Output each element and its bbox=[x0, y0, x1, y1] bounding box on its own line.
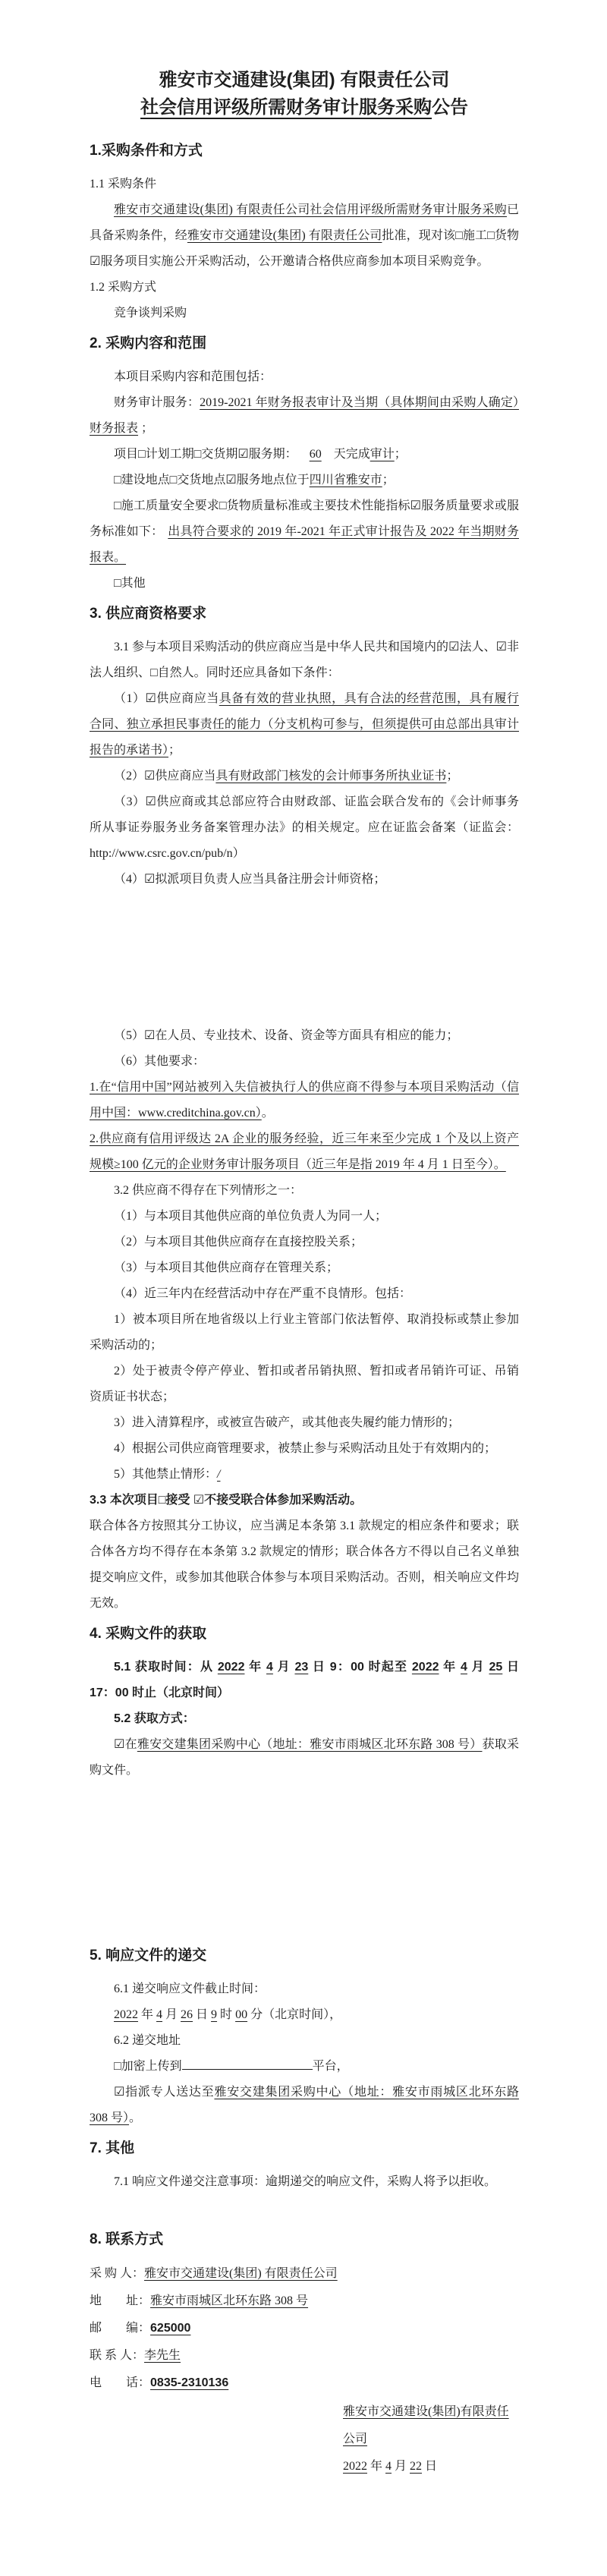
section-8-heading: 8. 联系方式 bbox=[90, 2231, 164, 2247]
clause-5-1-obtain-time: 5.1 获取时间：从 2022 年 4 月 23 日 9：00 时起至 2022 年 4 月 25 日 17：00 时止（北京时间） bbox=[90, 1661, 519, 1699]
service-location-value: 四川省雅安市 bbox=[309, 474, 382, 487]
doc-title-line-1: 雅安市交通建设(集团) 有限责任公司 bbox=[159, 70, 450, 90]
contact-person-value: 李先生 bbox=[144, 2349, 181, 2362]
phone-value: 0835-2310136 bbox=[150, 2376, 229, 2389]
contact-block bbox=[90, 2260, 519, 2397]
postcode-value: 625000 bbox=[150, 2322, 191, 2335]
bad-record-item-5: 5）其他禁止情形：/ bbox=[114, 1468, 221, 1481]
approver-name: 雅安市交通建设(集团) 有限责任公司 bbox=[187, 229, 382, 242]
blank-gap-1 bbox=[90, 893, 519, 1023]
project-name-ref: 雅安市交通建设(集团) 有限责任公司社会信用评级所需财务审计服务采购 bbox=[114, 203, 507, 216]
page-break-gap bbox=[90, 1784, 519, 1938]
section-5-heading: 5. 响应文件的递交 bbox=[90, 1948, 207, 1963]
clause-6-1-deadline-label: 6.1 递交响应文件截止时间： bbox=[114, 1982, 266, 1995]
doc-title-line-2 bbox=[90, 94, 519, 121]
purchaser-label: 采 购 人： bbox=[90, 2267, 145, 2280]
other-requirement-1: 1.在“信用中国”网站被列入失信被执行人的供应商不得参与本项目采购活动（信用中国：www.creditchina.gov.cn）。 bbox=[90, 1081, 519, 1120]
contact-person-label: 联 系 人： bbox=[90, 2349, 145, 2362]
clause-3-2: 3.2 供应商不得存在下列情形之一： bbox=[114, 1184, 303, 1197]
section-7-heading: 7. 其他 bbox=[90, 2140, 135, 2156]
project-name-underlined: 社会信用评级所需财务审计服务采购 bbox=[140, 97, 432, 118]
service-location-line: □建设地点□交货地点☑服务地点位于四川省雅安市； bbox=[114, 474, 395, 487]
platform-blank-underline bbox=[182, 2057, 313, 2070]
obtain-location-line: ☑在雅安交建集团采购中心（地址：雅安市雨城区北环东路 308 号）获取采购文件。 bbox=[90, 1738, 519, 1777]
contact-row-postcode bbox=[90, 2315, 519, 2342]
address-value: 雅安市雨城区北环东路 308 号 bbox=[150, 2294, 309, 2307]
deliver-option-line: ☑指派专人送达至雅安交建集团采购中心（地址：雅安市雨城区北环东路 308 号）。 bbox=[90, 2086, 519, 2124]
bad-record-item-3: 3）进入清算程序，或被宣告破产，或其他丧失履约能力情形的； bbox=[114, 1416, 461, 1429]
service-period-days: 60 bbox=[309, 448, 322, 461]
qualification-item-2: （2）☑供应商应当具有财政部门核发的会计师事务所执业证书； bbox=[114, 770, 459, 783]
qualification-item-1: （1）☑供应商应当具备有效的营业执照，具有合法的经营范围，具有履行合同、独立承担民事责任的能力（分支机构可参与，但须提供可由总部出具审计报告的承诺书）； bbox=[90, 692, 519, 757]
prohibited-case-3: （3）与本项目其他供应商存在管理关系； bbox=[114, 1261, 339, 1274]
deadline-date-line: 2022 年 4 月 26 日 9 时 00 分（北京时间）， bbox=[114, 2008, 342, 2021]
signature-date: 2022 年 4 月 22 日 bbox=[343, 2460, 438, 2473]
phone-label: 电 话： bbox=[90, 2376, 151, 2389]
doc-title-suffix: 公告 bbox=[432, 97, 468, 118]
clause-1-2-label: 1.2 采购方式 bbox=[90, 281, 157, 294]
service-standard-value: 出具符合要求的 2019 年-2021 年正式审计报告及 2022 年当期财务报表。 bbox=[90, 525, 519, 564]
purchaser-value: 雅安市交通建设(集团) 有限责任公司 bbox=[144, 2267, 338, 2280]
other-requirement-2: 2.供应商有信用评级达 2A 企业的服务经验，近三年来至少完成 1 个及以上资产规模≥100 亿元的企业财务审计服务项目（近三年是指 2019 年 4 月 1 日至今）。 bbox=[90, 1132, 519, 1171]
document-title bbox=[90, 67, 519, 121]
audit-service-line: 财务审计服务：2019-2021 年财务报表审计及当期（具体期间由采购人确定）财务报表 ； bbox=[90, 396, 519, 435]
section-1-heading: 1.采购条件和方式 bbox=[90, 143, 203, 159]
postcode-label: 邮 编： bbox=[90, 2322, 151, 2335]
prohibited-case-1: （1）与本项目其他供应商的单位负责人为同一人； bbox=[114, 1210, 388, 1223]
qualification-item-3: （3）☑供应商或其总部应符合由财政部、证监会联合发布的《会计师事务所从事证券服务业务备案管理办法》的相关规定。应在证监会备案（证监会：http://www.csrc.gov.cn/pub/n） bbox=[90, 795, 519, 860]
scope-intro-line: 本项目采购内容和范围包括： bbox=[114, 370, 272, 383]
clause-3-1: 3.1 参与本项目采购活动的供应商应当是中华人民共和国境内的☑法人、☑非法人组织、□自然人。同时还应具备如下条件： bbox=[90, 641, 519, 679]
signature-company: 雅安市交通建设(集团)有限责任公司 bbox=[343, 2405, 509, 2445]
clause-6-2-address-label: 6.2 递交地址 bbox=[114, 2034, 181, 2047]
bad-record-item-2: 2）处于被责令停产停业、暂扣或者吊销执照、暂扣或者吊销许可证、吊销资质证书状态； bbox=[90, 1365, 519, 1403]
deliver-location-value: 雅安交建集团采购中心（地址：雅安市雨城区北环东路 308 号） bbox=[90, 2086, 519, 2124]
clause-3-3-consortium: 3.3 本次项目□接受 ☑不接受联合体参加采购活动。 bbox=[90, 1494, 363, 1507]
bad-record-item-4: 4）根据公司供应商管理要求，被禁止参与采购活动且处于有效期内的； bbox=[114, 1442, 497, 1455]
service-standard-line: □施工质量安全要求□货物质量标准或主要技术性能指标☑服务质量要求或服务标准如下： 出具符合要求的 2019 年-2021 年正式审计报告及 2022 年当期财务报表。 bbox=[90, 499, 519, 564]
qualification-item-5: （5）☑在人员、专业技术、设备、资金等方面具有相应的能力； bbox=[114, 1029, 459, 1042]
purchase-condition-paragraph: 雅安市交通建设(集团) 有限责任公司社会信用评级所需财务审计服务采购已具备采购条件，经雅安市交通建设(集团) 有限责任公司批准，现对该□施工□货物☑服务项目实施公开采购活动，公开邀请合格供应商参加本项目采购竞争。 bbox=[90, 203, 519, 268]
prohibited-case-2: （2）与本项目其他供应商存在直接控股关系； bbox=[114, 1236, 363, 1249]
signature-block bbox=[343, 2398, 519, 2480]
consortium-paragraph: 联合体各方按照其分工协议，应当满足本条第 3.1 款规定的相应条件和要求；联合体各方均不得存在本条第 3.2 款规定的情形；联合体各方不得以自己名义单独提交响应文件，或参加其他联合体参与本项目采购活动。否则，相关响应文件均无效。 bbox=[90, 1519, 519, 1610]
upload-option-line: □加密上传到 平台， bbox=[90, 2054, 519, 2080]
clause-7-1-notice: 7.1 响应文件递交注意事项：逾期递交的响应文件，采购人将予以拒收。 bbox=[114, 2175, 497, 2188]
qualification-item-4: （4）☑拟派项目负责人应当具备注册会计师资格； bbox=[114, 873, 386, 886]
qualification-item-6: （6）其他要求： bbox=[114, 1055, 206, 1068]
service-period-line: 项目□计划工期□交货期☑服务期： 60 天完成审计； bbox=[114, 448, 407, 461]
address-label: 地 址： bbox=[90, 2294, 151, 2307]
contact-row-purchaser bbox=[90, 2260, 519, 2288]
audit-scope-value: 2019-2021 年财务报表审计及当期（具体期间由采购人确定）财务报表 bbox=[90, 396, 519, 435]
other-checkbox-line: □其他 bbox=[114, 577, 146, 590]
obtain-location-value: 雅安交建集团采购中心（地址：雅安市雨城区北环东路 308 号） bbox=[137, 1738, 483, 1751]
none-slash-value: / bbox=[217, 1468, 221, 1481]
prohibited-case-4: （4）近三年内在经营活动中存在严重不良情形。包括： bbox=[114, 1287, 412, 1300]
clause-1-1-label: 1.1 采购条件 bbox=[90, 178, 157, 191]
contact-row-address bbox=[90, 2288, 519, 2315]
purchase-method-value: 竞争谈判采购 bbox=[114, 307, 187, 320]
section-3-heading: 3. 供应商资格要求 bbox=[90, 606, 207, 622]
contact-row-phone bbox=[90, 2370, 519, 2397]
section-4-heading: 4. 采购文件的获取 bbox=[90, 1626, 207, 1642]
contact-row-person bbox=[90, 2342, 519, 2370]
clause-5-2-obtain-method: 5.2 获取方式： bbox=[114, 1712, 195, 1725]
bad-record-item-1: 1）被本项目所在地省级以上行业主管部门依法暂停、取消投标或禁止参加采购活动的； bbox=[90, 1313, 519, 1352]
section-2-heading: 2. 采购内容和范围 bbox=[90, 335, 207, 351]
